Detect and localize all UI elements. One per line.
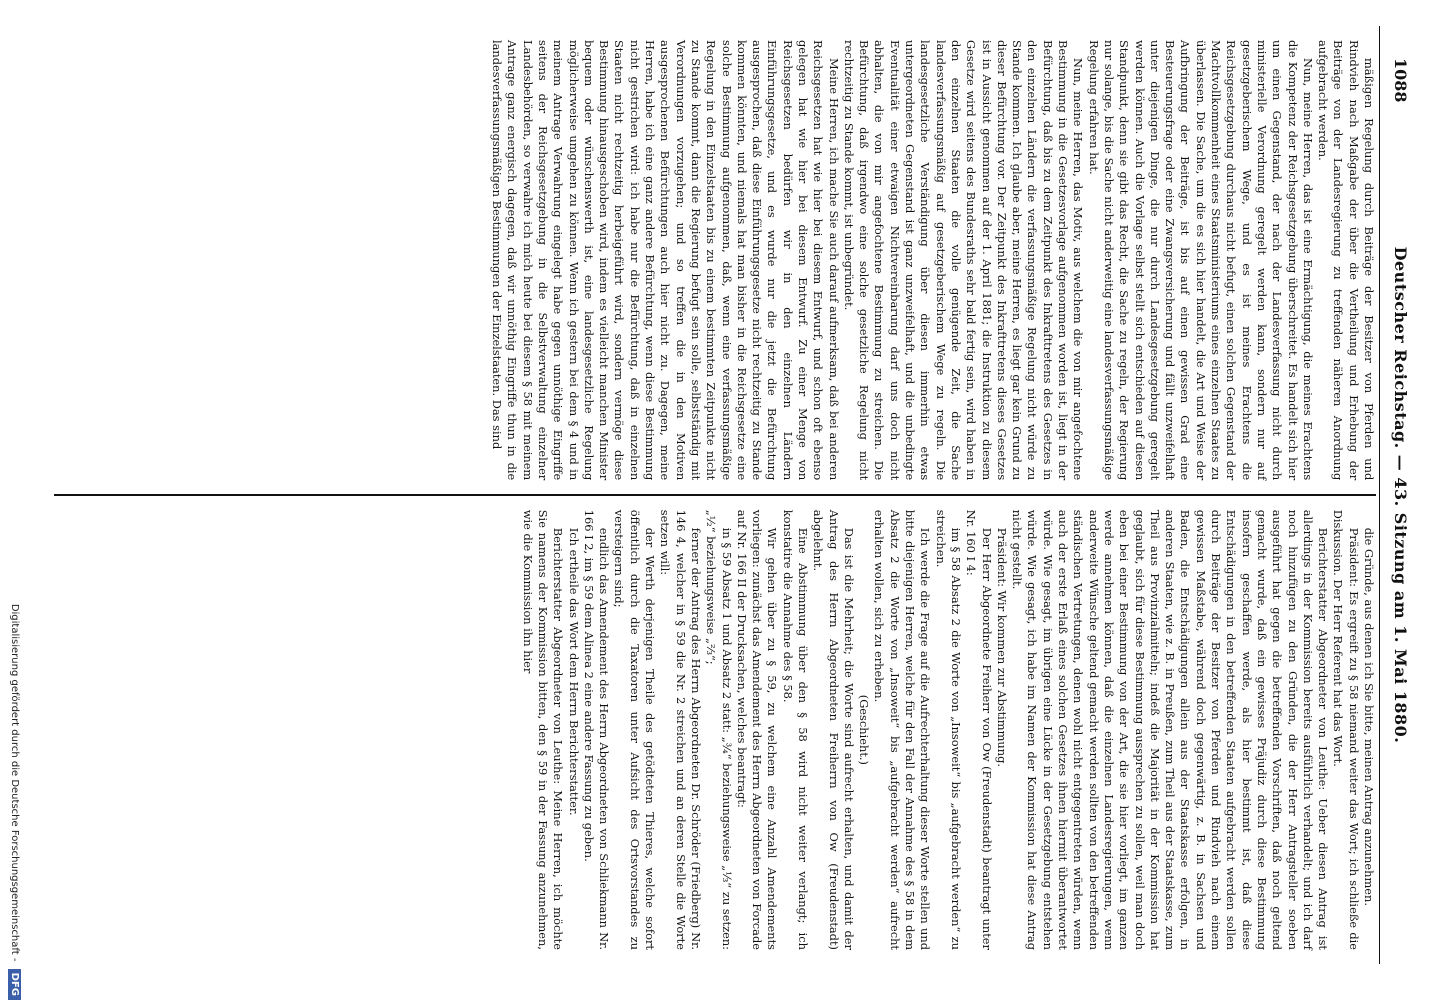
paragraph: (Geschieht.): [857, 694, 872, 765]
paragraph: im § 58 Absatz 2 die Worte von „Insoweit“ bis „aufgebracht werden“ zu streichen.: [933, 509, 963, 950]
paragraph: Präsident: Wir kommen zur Abstimmung.: [994, 527, 1009, 767]
paragraph: Meine Herren, ich mache Sie auch darauf aufmerksam, daß bei anderen Reichsgesetzen hat wie hier bei diesem Entwurf, und schon oft ebenso gelegen hat wie hier bei diesem Entwurf. Zu einer Menge von Reichsgesetzen bedürfen wir in den einzelnen Ländern Einführungsgesetze, und es wurde nur die jetzt die Befürchtung ausgesprochen, daß diese Einführungsgesetze nicht rechtzeitig zu Stande kommen könnten, und niemals hat man bisher in die Reichsgesetze eine solche Bestimmung aufgenommen, daß, wenn eine verfassungsmäßige Regelung in den Einzelstaaten bis zu einem bestimmten Zeitpunkte nicht zu Stande kommt, dann die Regierung befugt sein solle, selbstständig mit Verordnungen vorzugehen; und so treffen die in den Motiven ausgesprochenen Befürchtungen auch hier nicht zu. Dagegen, meine Herren, habe ich eine ganz andere Befürchtung, wenn diese Bestimmung nicht gestrichen wird: ich habe nur die Befürchtung, daß in einzelnen Staaten nicht rechtzeitig herbeigeführt wird, sondern vermöge diese Bestimmung hinausgeschoben wird, indem es vielleicht manchen Minister bequem oder wünschenswerth ist, eine landesgesetzliche Regelung möglicherweise umgehen zu können. Wenn ich gestern bei dem § 4 und in meinem Antrage Verwahrung eingelegt habe gegen unnöthige Eingriffe seitens der Reichsgesetzgebung in die Selbstverwaltung einzelner Landesbehörden, so verwahre ich mich heute bei diesem § 58 mit meinem Antrage ganz energisch dagegen, daß wir unnöthig Eingriffe thun in die landesverfassungsmäßigen Bestimmungen der Einzelstaaten. Das sind: [490, 40, 841, 481]
paragraph: Ich ertheile das Wort dem Herrn Berichterstatter.: [566, 527, 581, 816]
paragraph: Wir gehen über zu § 59, zu welchem eine Anzahl Amendements vorliegen: zunächst das Amendement des Herrn Abgeordneten von Forcade auf Nr. 166 II der Drucksachen, welches beantragt:: [734, 509, 780, 950]
credit-text: Digitalisierung gefördert durch die Deutsche Forschungsgemeinschaft -: [9, 603, 20, 962]
paragraph: ferner der Antrag des Herrn Abgeordneten Dr. Schröder (Friedberg) Nr. 146 4, welcher in § 59 die Nr. 2 streichen und an deren Stelle die Worte setzen will:: [658, 509, 703, 950]
dfg-logo: DFG: [8, 969, 21, 1000]
paragraph: Berichterstatter Abgeordneter von Leuthe: Ueber diesen Antrag ist allerdings in der Kommission bereits ausführlich verhandelt; und ich darf noch hinzufügen zu den Gründen, die der Herr Antragsteller soeben ausgeführt hat gegen die betreffenden Vorschriften, daß noch geltend gemacht wurde, daß ein gewisses Präjudiz durch diese Bestimmung insofern geschaffen werde, als hier bestimmt ist, daß diese Entschädigungen in den betreffenden Staaten aufgebracht werden sollen durch Beiträge der Besitzer von Pferden und Rindvieh nach einem gewissen Maßstabe, während doch gegenwärtig, z. B. in Sachsen und Baden, die Entschädigungen allein aus der Staatskasse erfolgen, in anderen Staaten, wie z. B. in Preußen, zum Theil aus der Staatskasse, zum Theil aus Provinzialmitteln; indeß die Majorität in der Kommission hat geglaubt, sich für diese Bestimmung aussprechen zu sollen, weil man doch eben bei einer Bestimmung von der Art, die sie hier vorliegt, im ganzen werde annehmen können, daß die einzelnen Landesregierungen, wenn anderweite Wünsche geltend gemacht werden sollten von den betreffenden ständischen Vertretungen, denen wohl nicht entgegentreten würden, wenn auch der erste Erlaß eines solchen Gesetzes ihnen hiermit überantwortet würde. Wie gesagt, im übrigen eine Lücke in der Gesetzgebung entstehen würde. Wie gesagt, ich habe im Namen der Kommission hat diese Antrag nicht gestellt.: [1010, 509, 1331, 950]
paragraph: die Gründe, aus denen ich Sie bitte, meinen Antrag anzunehmen.: [1362, 527, 1376, 906]
page-title: Deutscher Reichstag. — 43. Sitzung am 1. Mai 1880.: [1391, 246, 1410, 744]
paragraph: endlich das Amendement des Herrn Abgeordneten von Schliekmann Nr. 166 I 2, im § 59 dem Alinea 2 eine andere Fassung zu geben.: [581, 509, 612, 950]
paragraph: Berichterstatter Abgeordneter von Leuthe: Meine Herren, ich möchte Sie namens der Kommission bitten, den § 59 in der Fassung anzunehmen, wie die Kommission ihn hier: [520, 509, 566, 950]
page-content: [54, 26, 1420, 964]
left-column: [54, 26, 1376, 494]
paragraph: Eine Abstimmung über den § 58 wird nicht weiter verlangt; ich konstatire die Annahme des § 58.: [780, 509, 811, 950]
page-number: 1088: [1391, 58, 1410, 103]
paragraph: Nun, meine Herren, das ist eine Ermächtigung, die meines Erachtens die Kompetenz der Reichsgesetzgebung überschreitet. Es handelt sich hier um einen Gegenstand, der nach der Landesverfassung nicht durch ministerielle Verordnung geregelt werden kann, sondern nur auf gesetzgeberischem Wege, und es ist meines Erachtens die Reichsgesetzgebung durchaus nicht befugt, einen solchen Gegenstand der Machtvollkommenheit eines Staatsministeriums eines einzelnen Staates zu überlassen. Die Sache, um die es sich hier handelt, die Art und Weise der Aufbringung der Beiträge, ist bis auf einen gewissen Grad eine Besteuerungsfrage oder eine Zwangsversicherung und fällt unzweifelhaft unter diejenigen Dinge, die nur durch Landesgesetzgebung geregelt werden können. Auch die Vorlage selbst stellt sich entschieden auf diesen Standpunkt, denn sie gibt das Recht, die Sache zu regeln, der Regierung nur solange, bis die Sache nicht anderweitig eine landesverfassungsmäßige Regelung erfahren hat.: [1086, 40, 1315, 481]
paragraph: Nun, meine Herren, das Motiv, aus welchem die von mir angefochtene Bestimmung in die Gesetzesvorlage aufgenommen worden ist, liegt in der Befürchtung, daß bis zu dem Zeitpunkt des Inkrafttretens des Gesetzes in den einzelnen Ländern die verfassungsmäßige Regelung nicht würde zu Stande kommen. Ich glaube aber, meine Herren, es liegt gar kein Grund zu dieser Befürchtung vor. Der Zeitpunkt des Inkrafttretens dieses Gesetzes ist in Aussicht genommen auf der 1. April 1881; die Instruktion zu diesem Gesetze wird seitens des Bundesraths sehr bald fertig sein, wird haben in den einzelnen Staaten die volle genügende Zeit, die Sache landesverfassungsmäßig auf gesetzgeberischem Wege zu regeln. Die landesgesetzliche Verständigung über diesen immerhin etwas untergeordneten Gegenstand ist ganz unzweifelhaft, und die unbedingte Eventualität einer etwaigen Nichtvereinbarung darf uns doch nicht abhalten, die von mir angefochtene Bestimmung zu streichen. Die Befürchtung, daß irgendwo eine solche gesetzliche Regelung nicht rechtzeitig zu Stande kommt, ist unbegründet.: [841, 40, 1086, 481]
text-columns: [54, 26, 1376, 964]
digitization-credit: [8, 0, 21, 1000]
paragraph: Ich werde die Frage auf die Aufrechterhaltung dieser Worte stellen und bitte diejenigen Herren, welche für den Fall der Annahme des § 58 in dem Absatz 2 die Worte von „Insoweit“ bis „aufgebracht werden“ aufrecht erhalten wollen, sich zu erheben.: [872, 509, 933, 950]
paragraph: Der Herr Abgeordnete Freiherr von Ow (Freudenstadt) beantragt unter Nr. 160 I 4:: [964, 509, 994, 950]
page-header: [1379, 26, 1420, 964]
paragraph: mäßigen Regelung durch Beiträge der Besitzer von Pferden und Rindvieh nach Maßgabe der über die Vertheilung und Erhebung der Beiträge von der Landesregierung zu treffenden näheren Anordnung aufgebracht werden.: [1316, 40, 1376, 481]
paragraph: Das ist die Mehrheit; die Worte sind aufrecht erhalten, und damit der Antrag des Herrn Abgeordneten Freiherrn von Ow (Freudenstadt) abgelehnt.: [811, 509, 856, 950]
right-column: [54, 496, 1376, 964]
paragraph: in § 59 Absatz 1 und Absatz 2 statt: „¾“ beziehungsweise „⅓“ zu setzen: „½“ beziehungsweise „⅔“;: [704, 509, 734, 950]
paragraph: der Werth derjenigen Theile des getödteten Thieres, welche sofort öffentlich durch die Taxatoren unter Aufsicht des Ortsvorstandes zu versteigern sind;: [612, 509, 658, 950]
paragraph: Präsident: Es ergreift zu § 58 niemand weiter das Wort; ich schließe die Diskussion. Der Herr Referent hat das Wort.: [1331, 509, 1361, 950]
